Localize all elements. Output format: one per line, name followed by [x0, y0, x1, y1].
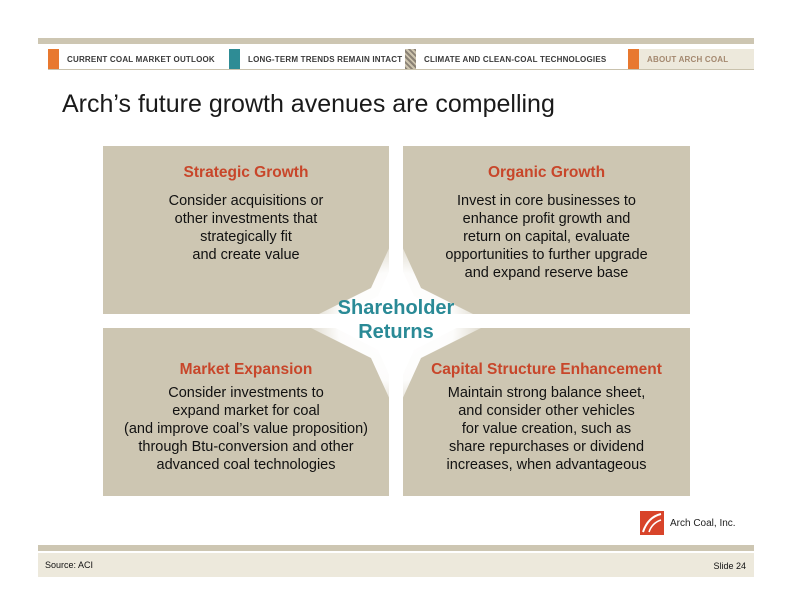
body-line: Maintain strong balance sheet, [447, 385, 646, 401]
center-label-line: Shareholder [337, 297, 455, 319]
tab-swatch-teal [229, 49, 240, 69]
nav-tab-long-term-trends[interactable] [229, 49, 405, 70]
body-line: (and improve coal’s value proposition) [124, 421, 368, 437]
quadrant-heading: Market Expansion [179, 361, 313, 378]
body-line: strategically fit [200, 229, 292, 245]
quadrant-heading: Capital Structure Enhancement [431, 361, 662, 378]
nav-tab-label: CURRENT COAL MARKET OUTLOOK [67, 54, 215, 64]
source-note: Source: ACI [45, 560, 94, 570]
center-label-line: Returns [358, 321, 434, 343]
body-line: through Btu-conversion and other [138, 439, 354, 455]
tab-swatch-orange [48, 49, 59, 69]
body-line: and create value [192, 247, 300, 263]
body-line: Invest in core businesses to [457, 193, 636, 209]
nav-tab-climate-clean-coal[interactable] [405, 49, 628, 70]
section-nav [48, 49, 754, 69]
tab-swatch-orange [628, 49, 639, 69]
body-line: Consider acquisitions or [168, 193, 324, 209]
body-line: return on capital, evaluate [463, 229, 630, 245]
body-line: expand market for coal [172, 403, 320, 419]
center-label-shareholder-returns [296, 296, 496, 344]
body-line: Consider investments to [168, 385, 324, 401]
slide-number: Slide 24 [713, 561, 746, 571]
slide-title: Arch’s future growth avenues are compelling [62, 90, 555, 118]
body-line: increases, when advantageous [446, 457, 647, 473]
company-name: Arch Coal, Inc. [670, 517, 736, 529]
tab-swatch-pattern [405, 49, 416, 69]
nav-tab-about-arch-coal[interactable] [628, 49, 754, 70]
body-line: and consider other vehicles [458, 403, 635, 419]
body-line: and expand reserve base [464, 265, 629, 281]
footer-bar [38, 553, 754, 577]
nav-tab-label: CLIMATE AND CLEAN-COAL TECHNOLOGIES [424, 54, 607, 64]
arch-coal-logo-icon [640, 511, 664, 535]
header-rule [38, 38, 754, 44]
body-line: share repurchases or dividend [448, 439, 645, 455]
nav-tab-label: ABOUT ARCH COAL [647, 54, 729, 64]
body-line: enhance profit growth and [462, 211, 631, 227]
quadrant-heading: Strategic Growth [183, 164, 309, 181]
body-line: opportunities to further upgrade [445, 247, 648, 263]
body-line: other investments that [174, 211, 318, 227]
quadrant-heading: Organic Growth [487, 164, 606, 181]
company-logo [640, 511, 736, 535]
nav-tab-label: LONG-TERM TRENDS REMAIN INTACT [248, 54, 403, 64]
nav-tab-current-coal-market-outlook[interactable] [48, 49, 229, 70]
body-line: advanced coal technologies [156, 457, 336, 473]
footer-rule [38, 545, 754, 551]
body-line: for value creation, such as [461, 421, 632, 437]
